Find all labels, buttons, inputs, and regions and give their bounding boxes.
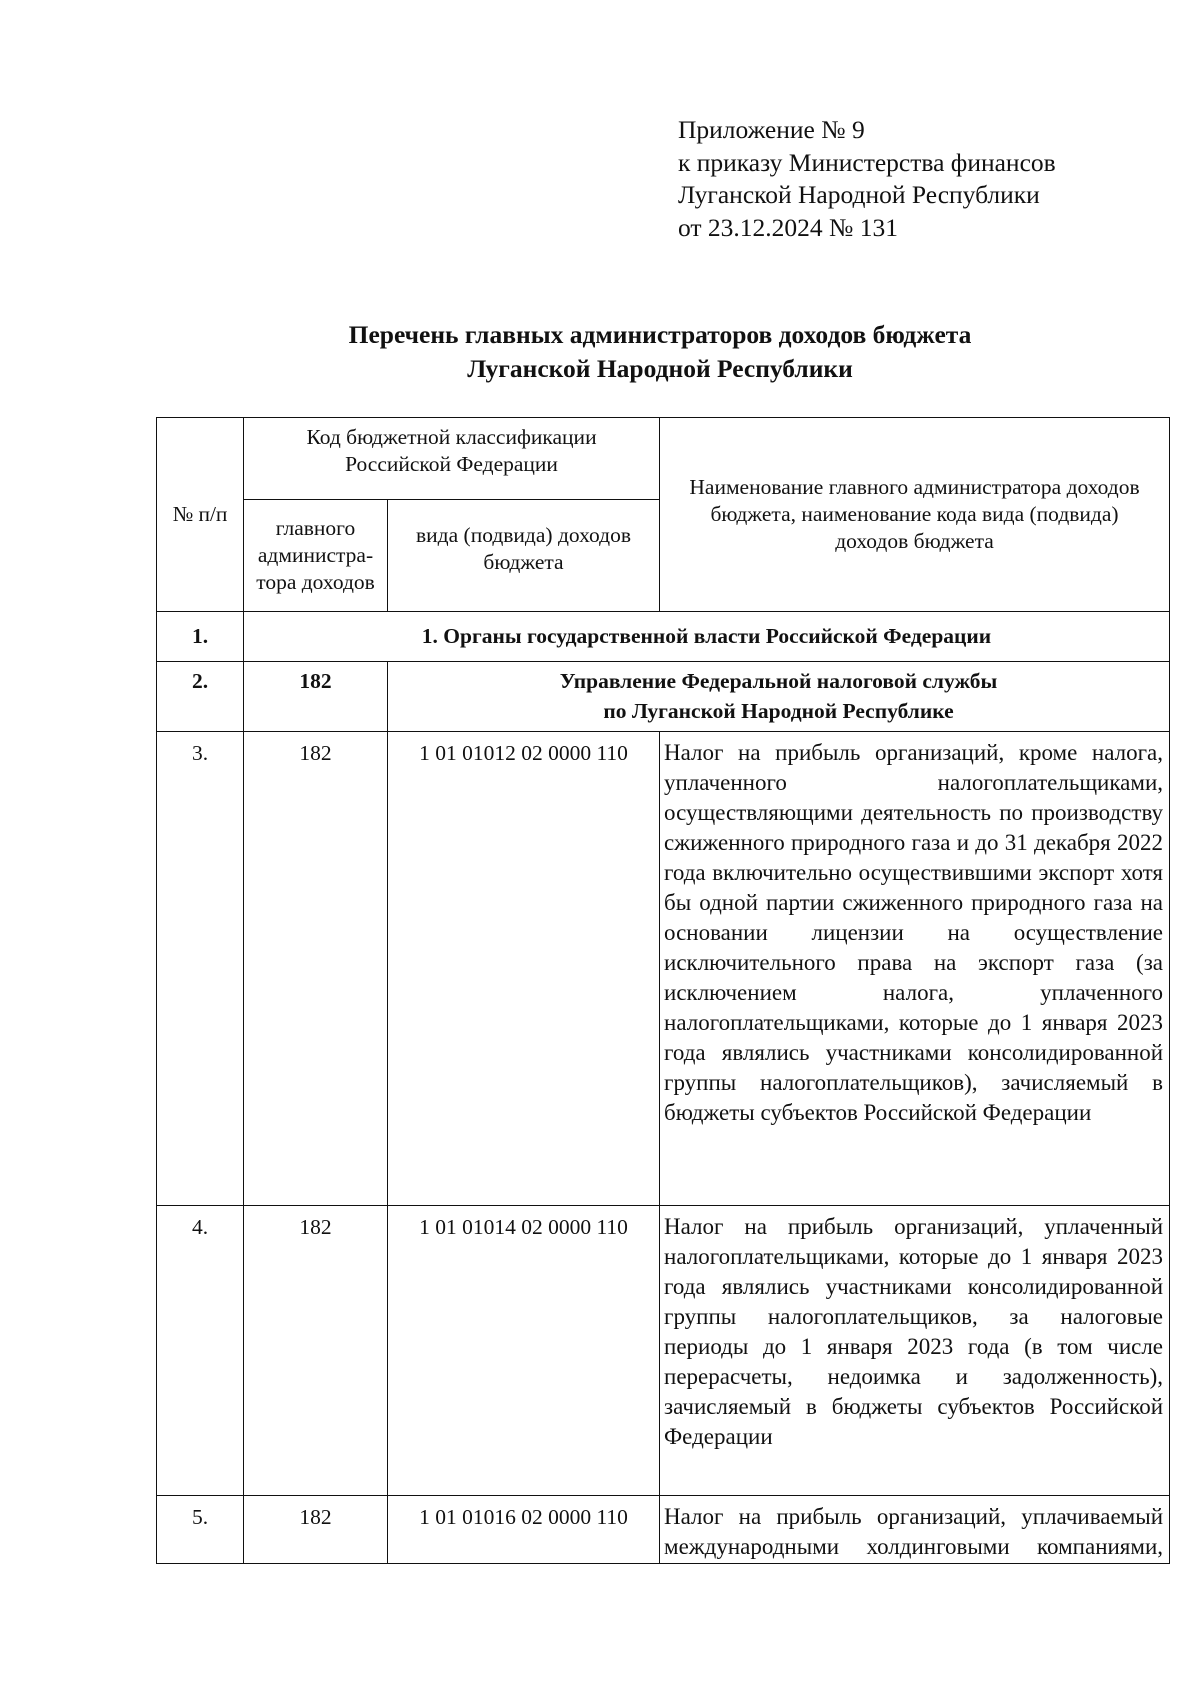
appendix-block [678,114,1056,244]
section-num: 1. [157,612,244,662]
subsection-row [157,662,1170,732]
appendix-line-4: от 23.12.2024 № 131 [678,212,899,242]
subsection-num: 2. [157,662,244,732]
appendix-line-1: Приложение № 9 [678,115,865,144]
header-code-group: Код бюджетной классификации Российской Федерации [244,418,660,500]
document-title [150,318,1170,386]
table-row [157,1496,1170,1564]
row-code: 1 01 01012 02 0000 110 [388,732,660,1206]
row-admin: 182 [244,1496,388,1564]
row-description: Налог на прибыль организаций, кроме налога, уплаченного налогоплательщиками, осуществляющими деятельность по производству сжиженного природного газа и до 31 декабря 2022 года включительно осуществившими экспорт хотя бы одной партии сжиженного природного газа на основании лицензии на осуществление исключительного права на экспорт газа (за исключением налога, уплаченного налогоплательщиками, которые до 1 января 2023 года являлись участниками консолидированной группы налогоплательщиков), зачисляемый в бюджеты субъектов Российской Федерации [660,732,1170,1206]
row-description: Налог на прибыль организаций, уплачиваемый международными холдинговыми компаниями, [660,1496,1170,1564]
row-num: 3. [157,732,244,1206]
row-code: 1 01 01014 02 0000 110 [388,1206,660,1496]
table-row [157,1206,1170,1496]
table-row [157,732,1170,1206]
appendix-line-2: к приказу Министерства финансов [678,147,1056,177]
header-num: № п/п [157,418,244,612]
header-income-type: вида (подвида) доходов бюджета [388,500,660,612]
row-admin: 182 [244,1206,388,1496]
subsection-title-line-2: по Луганской Народной Республике [603,699,954,723]
section-title: 1. Органы государственной власти Российской Федерации [244,612,1170,662]
title-line-2: Луганской Народной Республики [467,354,853,383]
subsection-title-line-1: Управление Федеральной налоговой службы [559,669,998,693]
administrators-table [156,417,1170,1564]
row-admin: 182 [244,732,388,1206]
row-code: 1 01 01016 02 0000 110 [388,1496,660,1564]
appendix-line-3: Луганской Народной Республики [678,180,1040,209]
subsection-title [388,662,1170,732]
row-num: 5. [157,1496,244,1564]
header-admin-code: главного администра-тора доходов [244,500,388,612]
subsection-admin: 182 [244,662,388,732]
row-num: 4. [157,1206,244,1496]
header-row-1 [157,418,1170,500]
header-name: Наименование главного администратора доходов бюджета, наименование кода вида (подвида) доходов бюджета [660,418,1170,612]
title-line-1: Перечень главных администраторов доходов бюджета [348,320,972,349]
section-row [157,612,1170,662]
row-description: Налог на прибыль организаций, уплаченный налогоплательщиками, которые до 1 января 2023 года являлись участниками консолидированной группы налогоплательщиков, за налоговые периоды до 1 января 2023 года (в том числе перерасчеты, недоимка и задолженность), зачисляемый в бюджеты субъектов Российской Федерации [660,1206,1170,1496]
